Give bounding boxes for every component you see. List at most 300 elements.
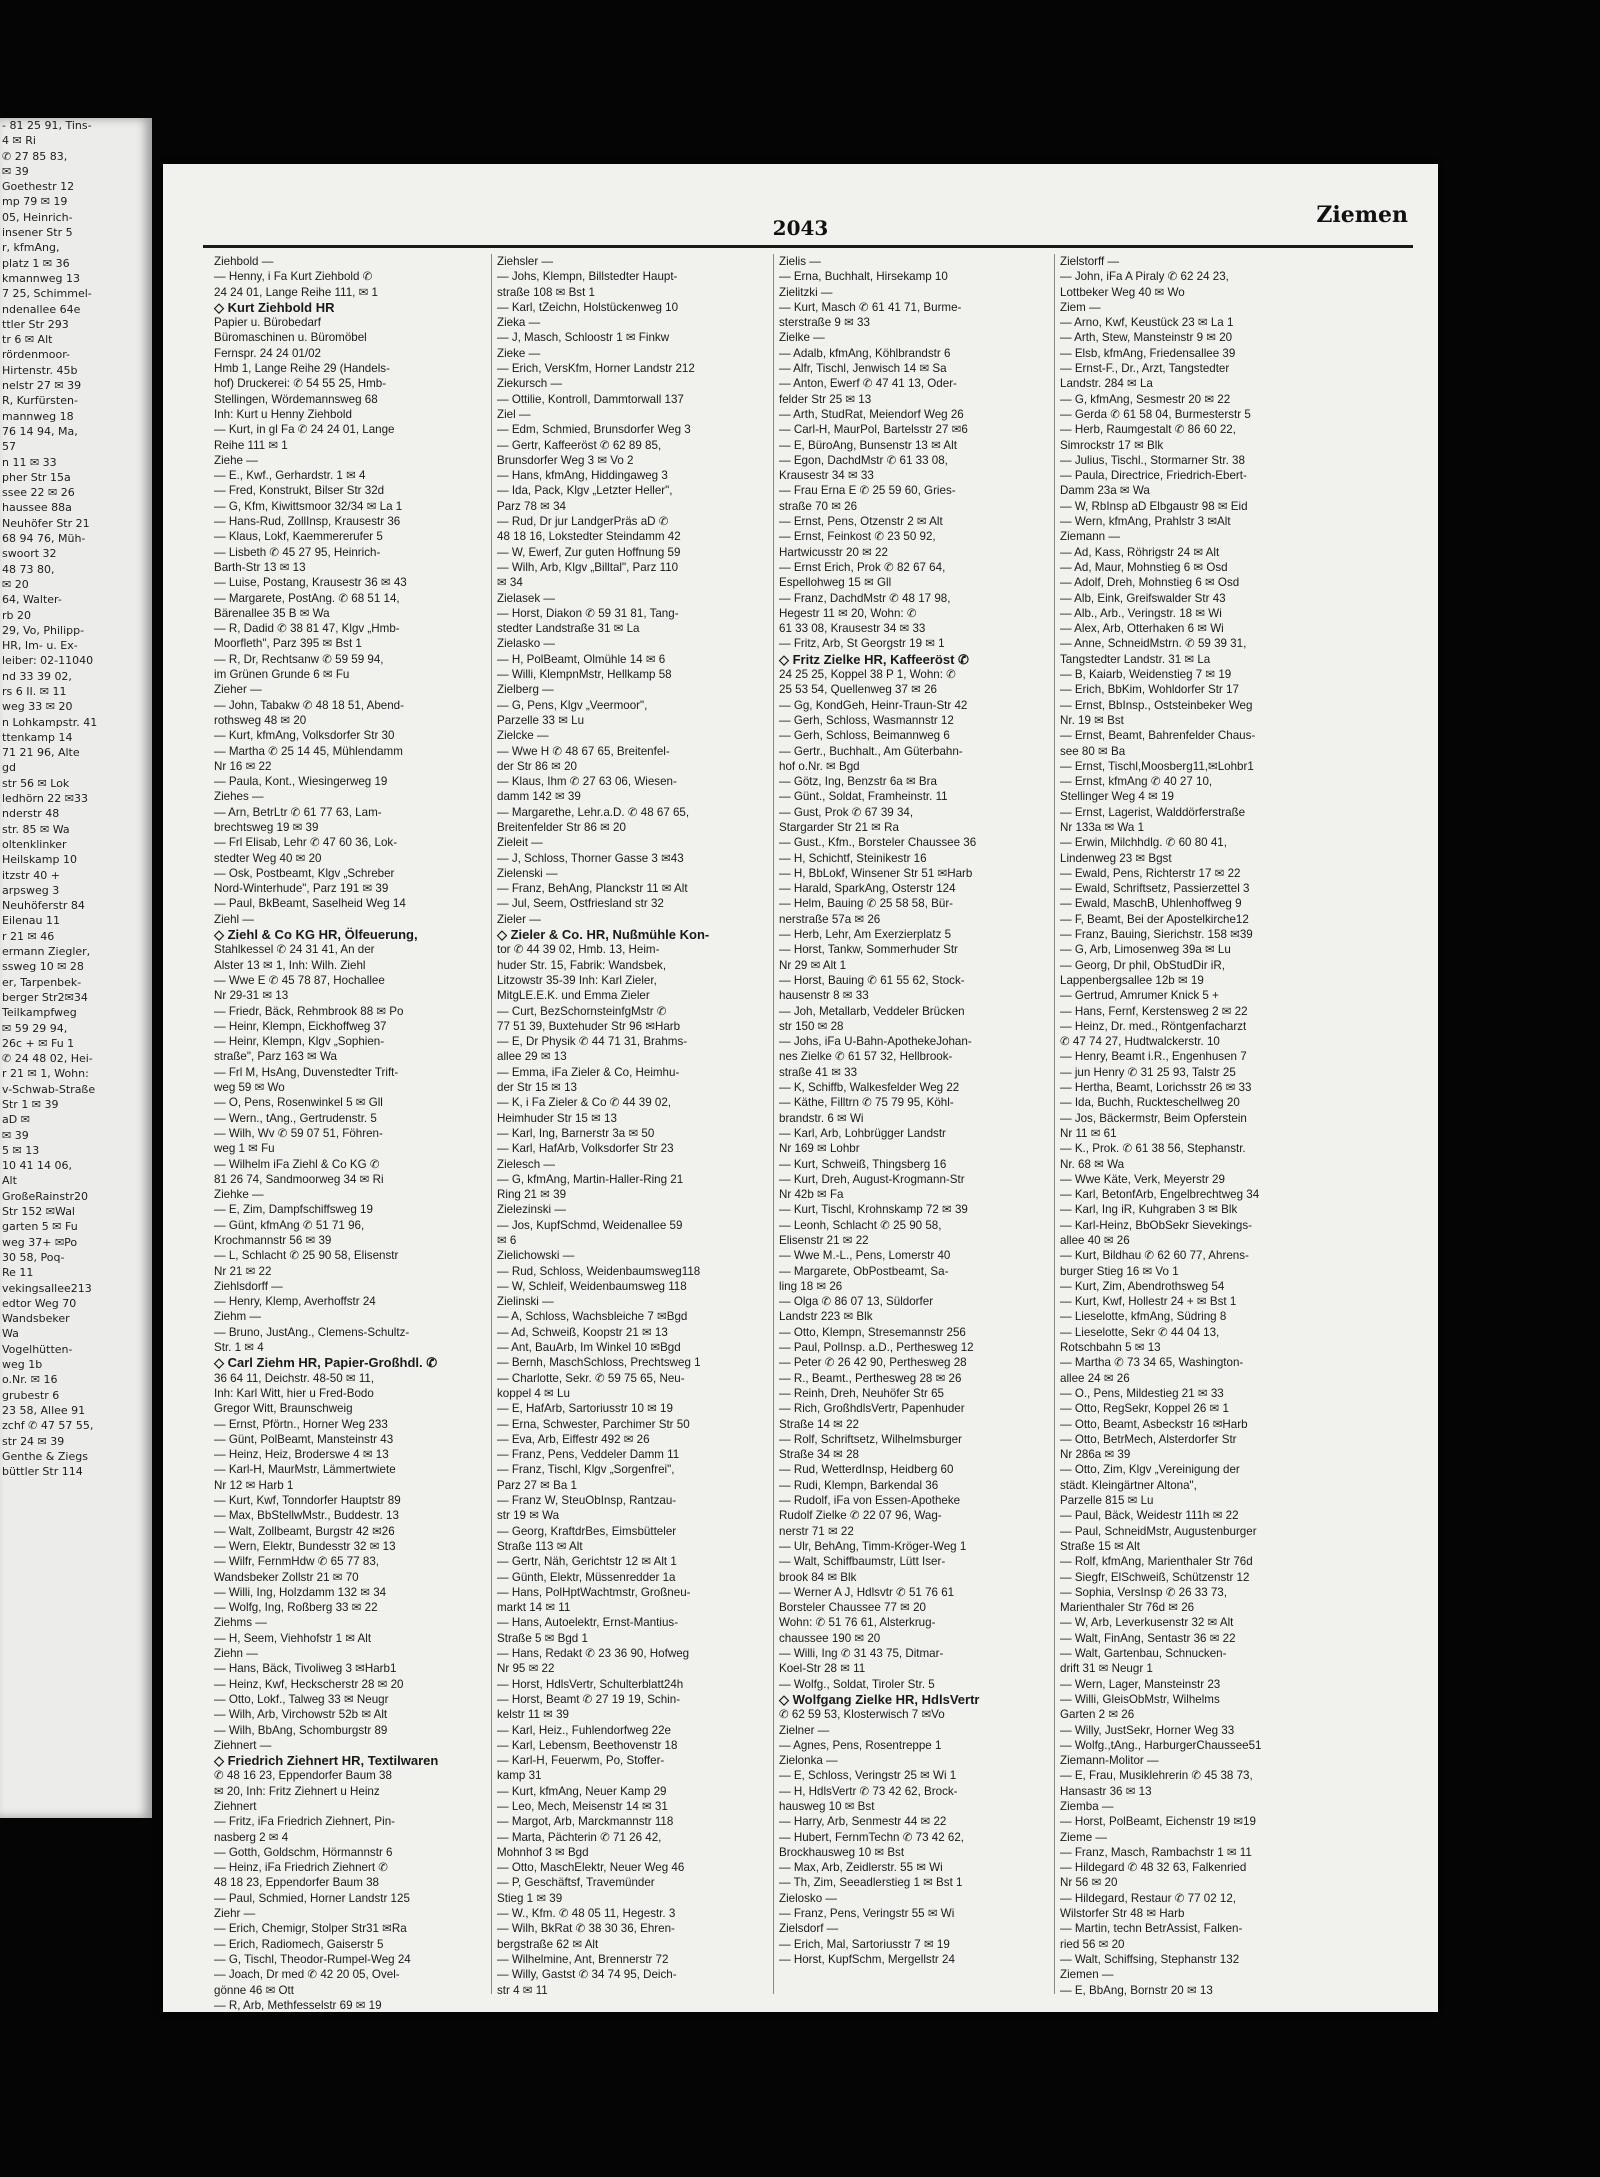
directory-column-3 [773, 254, 1050, 1994]
directory-entry-line: — R, Arb, Methfesselstr 69 ✉ 19 [214, 1998, 382, 2012]
directory-entry-line: 48 18 23, Eppendorfer Baum 38 [214, 1876, 380, 1890]
directory-entry-line: — Ernst, Tischl,Moosberg11,✉Lohbr1 [1060, 759, 1254, 773]
surname-heading: Ziel — [497, 407, 531, 421]
directory-entry-line: — Kurt, in gl Fa ✆ 24 24 01, Lange [214, 423, 395, 437]
surname-heading: Ziehnert — [214, 1738, 272, 1752]
directory-entry-line: — Leonh, Schlacht ✆ 25 90 58, [779, 1218, 942, 1232]
directory-entry-line: — Kurt, Kwf, Tonndorfer Hauptstr 89 [214, 1494, 401, 1508]
left-page-fragment [0, 118, 152, 1818]
directory-entry-line: ◇ Kurt Ziehbold HR [214, 299, 335, 315]
directory-entry-line: — E, BbAng, Bornstr 20 ✉ 13 [1060, 1983, 1213, 1997]
directory-entry-line: — Herb, Lehr, Am Exerzierplatz 5 [779, 928, 952, 942]
directory-entry-line: Wandsbeker Zollstr 21 ✉ 70 [214, 1570, 359, 1584]
left-page-line: edtor Weg 70 [2, 1296, 77, 1310]
directory-entry-line: — Ad, Maur, Mohnstieg 6 ✉ Osd [1060, 560, 1228, 574]
directory-entry-line: Papier u. Bürobedarf [214, 316, 321, 330]
directory-entry-line: — K, Schiffb, Walkesfelder Weg 22 [779, 1081, 960, 1095]
directory-entry-line: Koel-Str 28 ✉ 11 [779, 1662, 866, 1676]
directory-entry-line: Nr. 19 ✉ Bst [1060, 713, 1124, 727]
directory-entry-line: Inh: Karl Witt, hier u Fred-Bodo [214, 1386, 374, 1400]
directory-entry-line: Gregor Witt, Braunschweig [214, 1402, 353, 1416]
left-page-line: n Lohkampstr. 41 [2, 715, 98, 729]
directory-entry-line: hof) Druckerei: ✆ 54 55 25, Hmb- [214, 377, 387, 391]
directory-entry-line: 77 51 39, Buxtehuder Str 96 ✉Harb [497, 1019, 681, 1033]
directory-column-2 [491, 254, 768, 1997]
left-page-line: oltenklinker [2, 837, 67, 851]
directory-entry-line: straße 70 ✉ 26 [779, 499, 858, 513]
directory-entry-line: ◇ Fritz Zielke HR, Kaffeeröst ✆ [779, 651, 969, 667]
directory-entry-line: — Horst, PolBeamt, Eichenstr 19 ✉19 [1060, 1815, 1256, 1829]
directory-entry-line: — G, kfmAng, Martin-Haller-Ring 21 [497, 1172, 684, 1186]
directory-entry-line: — Ernst, Pförtn., Horner Weg 233 [214, 1417, 388, 1431]
directory-entry-line: — A, Schloss, Wachsbleiche 7 ✉Bgd [497, 1310, 688, 1324]
directory-entry-line: brechtsweg 19 ✉ 39 [214, 820, 319, 834]
left-page-line: büttler Str 114 [2, 1465, 83, 1479]
surname-heading: Ziem — [1060, 300, 1101, 314]
left-page-line: insener Str 5 [2, 226, 73, 240]
left-page-line: leiber: 02-11040 [2, 654, 94, 668]
surname-heading: Zielis — [779, 255, 821, 268]
left-page-line: n 11 ✉ 33 [2, 455, 57, 469]
directory-entry-line: drift 31 ✉ Neugr 1 [1060, 1662, 1153, 1676]
directory-entry-line: — Ottilie, Kontroll, Dammtorwall 137 [497, 392, 684, 406]
directory-entry-line: — Ewald, Schriftsetz, Passierzettel 3 [1060, 882, 1250, 896]
directory-entry-line: — W, Arb, Leverkusenstr 32 ✉ Alt [1060, 1616, 1234, 1630]
directory-entry-line: Parzelle 33 ✉ Lu [497, 713, 585, 727]
directory-entry-line: — Kurt, Tischl, Krohnskamp 72 ✉ 39 [779, 1203, 968, 1217]
directory-entry-line: kelstr 11 ✉ 39 [497, 1708, 570, 1722]
directory-entry-line: 25 53 54, Quellenweg 37 ✉ 26 [779, 683, 937, 697]
directory-entry-line: — Willi, Ing, Holzdamm 132 ✉ 34 [214, 1585, 387, 1599]
left-page-line: rs 6 II. ✉ 11 [2, 684, 67, 698]
left-page-line: ermann Ziegler, [2, 945, 91, 959]
directory-entry-line: hausweg 10 ✉ Bst [779, 1799, 875, 1813]
directory-entry-line: Str. 1 ✉ 4 [214, 1341, 264, 1355]
directory-entry-line: — Henry, Beamt i.R., Engenhusen 7 [1060, 1050, 1247, 1064]
left-page-line: Neuhöfer Str 21 [2, 516, 90, 530]
left-page-line: gd [2, 761, 16, 775]
directory-entry-line: — Wwe M.-L., Pens, Lomerstr 40 [779, 1249, 951, 1263]
directory-entry-line: — Herb, Raumgestalt ✆ 86 60 22, [1060, 423, 1236, 437]
surname-heading: Zielasek — [497, 591, 555, 605]
directory-entry-line: Nr 16 ✉ 22 [214, 759, 272, 773]
directory-entry-line: — Arth, Stew, Mansteinstr 9 ✉ 20 [1060, 331, 1233, 345]
directory-entry-line: koppel 4 ✉ Lu [497, 1386, 570, 1400]
directory-entry-line: Elisenstr 21 ✉ 22 [779, 1234, 869, 1247]
directory-entry-line: — Anne, SchneidMstrn. ✆ 59 39 31, [1060, 637, 1247, 651]
directory-entry-line: ◇ Friedrich Ziehnert HR, Textilwaren [214, 1753, 439, 1769]
directory-entry-line: — G, Tischl, Theodor-Rumpel-Weg 24 [214, 1952, 411, 1966]
directory-entry-line: Brunsdorfer Weg 3 ✉ Vo 2 [497, 453, 634, 467]
directory-entry-line: — Peter ✆ 26 42 90, Perthesweg 28 [779, 1356, 967, 1370]
directory-entry-line: — Olga ✆ 86 07 13, Süldorfer [779, 1295, 934, 1309]
directory-entry-line: ✉ 20, Inh: Fritz Ziehnert u Heinz [214, 1784, 380, 1798]
directory-entry-line: — Willi, Ing ✆ 31 43 75, Ditmar- [779, 1647, 944, 1661]
directory-entry-line: — Kurt, Zim, Abendrothsweg 54 [1060, 1279, 1225, 1293]
directory-entry-line: brandstr. 6 ✉ Wi [779, 1111, 864, 1125]
directory-entry-line: — Horst, Beamt ✆ 27 19 19, Schin- [497, 1692, 681, 1706]
directory-entry-line: — Gerda ✆ 61 58 04, Burmesterstr 5 [1060, 407, 1251, 421]
directory-entry-line: — Bruno, JustAng., Clemens-Schultz- [214, 1325, 410, 1339]
directory-entry-line: — Friedr, Bäck, Rehmbrook 88 ✉ Po [214, 1004, 404, 1018]
directory-entry-line: — Martin, techn BetrAssist, Falken- [1060, 1922, 1243, 1936]
left-page-line: rb 20 [2, 608, 31, 622]
directory-entry-line: — Käthe, Filltrn ✆ 75 79 95, Köhl- [779, 1096, 954, 1110]
directory-entry-line: — Paul, PolInsp. a.D., Perthesweg 12 [779, 1341, 974, 1355]
directory-entry-line: Hansastr 36 ✉ 13 [1060, 1784, 1152, 1798]
directory-entry-line: — Alb., Arb., Veringstr. 18 ✉ Wi [1060, 606, 1222, 620]
surname-heading: Ziehke — [214, 1188, 264, 1202]
directory-entry-line: — Heinz, Kwf, Heckscherstr 28 ✉ 20 [214, 1677, 404, 1691]
directory-entry-line: Büromaschinen u. Büromöbel [214, 331, 367, 345]
directory-entry-line: allee 29 ✉ 13 [497, 1050, 567, 1064]
directory-entry-line: Simrockstr 17 ✉ Blk [1060, 438, 1164, 452]
directory-entry-line: — Kurt, Bildhau ✆ 62 60 77, Ahrens- [1060, 1249, 1249, 1263]
directory-entry-line: — Kurt, Schweiß, Thingsberg 16 [779, 1157, 947, 1171]
directory-entry-line: Heimhuder Str 15 ✉ 13 [497, 1111, 617, 1125]
directory-entry-line: — W, Schleif, Weidenbaumsweg 118 [497, 1279, 687, 1293]
directory-entry-line: Nr 169 ✉ Lohbr [779, 1142, 860, 1156]
surname-heading: Ziehes — [214, 790, 264, 804]
directory-entry-line: — Kurt, kfmAng, Volksdorfer Str 30 [214, 729, 395, 743]
directory-entry-line: — Reinh, Dreh, Neuhöfer Str 65 [779, 1386, 944, 1400]
directory-entry-line: ling 18 ✉ 26 [779, 1279, 843, 1293]
directory-entry-line: — Erich, Radiomech, Gaiserstr 5 [214, 1937, 384, 1951]
directory-entry-line: — Ernst Erich, Prok ✆ 82 67 64, [779, 560, 946, 574]
directory-entry-line: — Karl-H, MaurMstr, Lämmertwiete [214, 1463, 396, 1477]
directory-entry-line: — Paula, Directrice, Friedrich-Ebert- [1060, 469, 1247, 483]
directory-entry-line: damm 142 ✉ 39 [497, 790, 581, 804]
directory-entry-line: nes Zielke ✆ 61 57 32, Hellbrook- [779, 1050, 953, 1064]
directory-entry-line: — Henny, i Fa Kurt Ziehbold ✆ [214, 270, 373, 284]
directory-entry-line: — Frl Elisab, Lehr ✆ 47 60 36, Lok- [214, 836, 398, 850]
directory-entry-line: Lindenweg 23 ✉ Bgst [1060, 851, 1172, 865]
left-page-line: Goethestr 12 [2, 180, 75, 194]
left-page-line: Neuhöferstr 84 [2, 899, 85, 913]
directory-entry-line: — Joh, Metallarb, Veddeler Brücken [779, 1004, 965, 1018]
left-page-line: ssweg 10 ✉ 28 [2, 960, 84, 974]
directory-entry-line: — E, Zim, Dampfschiffsweg 19 [214, 1203, 373, 1217]
directory-entry-line: — E, Schloss, Veringstr 25 ✉ Wi 1 [779, 1769, 957, 1783]
surname-heading: Zieke — [497, 346, 541, 360]
surname-heading: Zielstorff — [1060, 255, 1120, 268]
directory-entry-line: — Fred, Konstrukt, Bilser Str 32d [214, 484, 385, 498]
directory-entry-line: — Rud, WetterdInsp, Heidberg 60 [779, 1463, 954, 1477]
directory-entry-line: — Franz, Masch, Rambachstr 1 ✉ 11 [1060, 1845, 1252, 1859]
directory-entry-line: — Horst, Tankw, Sommerhuder Str [779, 943, 958, 957]
directory-entry-line: Lottbeker Weg 40 ✉ Wo [1060, 285, 1185, 299]
directory-entry-line: — E., Kwf., Gerhardstr. 1 ✉ 4 [214, 469, 366, 483]
directory-entry-line: — Walt, Schiffsing, Stephanstr 132 [1060, 1952, 1240, 1966]
directory-entry-line: Litzowstr 35-39 Inh: Karl Zieler, [497, 973, 657, 987]
left-page-line: Alt [2, 1174, 17, 1188]
directory-entry-line: — Lieselotte, kfmAng, Südring 8 [1060, 1310, 1227, 1324]
surname-heading: Zielke — [779, 331, 825, 345]
directory-entry-line: Fernspr. 24 24 01/02 [214, 346, 321, 360]
surname-heading: Zielner — [779, 1723, 830, 1737]
directory-entry-line: — Johs, Klempn, Billstedter Haupt- [497, 270, 678, 284]
surname-heading: Zielesch — [497, 1157, 555, 1171]
directory-entry-line: huder Str. 15, Fabrik: Wandsbek, [497, 958, 667, 972]
directory-entry-line: nerstraße 57a ✉ 26 [779, 912, 881, 926]
left-page-line: arpsweg 3 [2, 883, 60, 897]
directory-entry-line: — Wilh, BbAng, Schomburgstr 89 [214, 1723, 388, 1737]
directory-entry-line: Nord-Winterhude", Parz 191 ✉ 39 [214, 882, 389, 896]
directory-entry-line: ✆ 47 74 27, Hudtwalckerstr. 10 [1060, 1035, 1220, 1049]
directory-entry-line: rothsweg 48 ✉ 20 [214, 713, 307, 727]
directory-entry-line: — Wilfr, FernmHdw ✆ 65 77 83, [214, 1555, 379, 1569]
left-page-line: nderstr 48 [2, 807, 60, 821]
directory-entry-line: — Jul, Seem, Ostfriesland str 32 [497, 897, 664, 911]
left-page-line: garten 5 ✉ Fu [2, 1220, 78, 1234]
directory-entry-line: im Grünen Grunde 6 ✉ Fu [214, 668, 350, 682]
directory-entry-line: — Margarete, ObPostbeamt, Sa- [779, 1264, 949, 1278]
directory-entry-line: — H, Schichtf, Steinikestr 16 [779, 851, 927, 865]
directory-entry-line: Krausestr 34 ✉ 33 [779, 469, 874, 483]
directory-entry-line: Hmb 1, Lange Reihe 29 (Handels- [214, 362, 390, 376]
directory-entry-line: — Wern, kfmAng, Prahlstr 3 ✉Alt [1060, 515, 1231, 529]
directory-entry-line: — Fritz, Arb, St Georgstr 19 ✉ 1 [779, 637, 945, 651]
directory-entry-line: — Henry, Klemp, Averhoffstr 24 [214, 1295, 376, 1309]
directory-entry-line: stedter Weg 40 ✉ 20 [214, 851, 322, 865]
directory-entry-line: markt 14 ✉ 11 [497, 1601, 571, 1615]
directory-entry-line: — Bernh, MaschSchloss, Prechtsweg 1 [497, 1356, 701, 1370]
directory-entry-line: — Otto, BetrMech, Alsterdorfer Str [1060, 1432, 1237, 1446]
left-page-line: weg 1b [2, 1358, 43, 1372]
left-page-line: Str 152 ✉Wal [2, 1205, 75, 1219]
left-page-line: itzstr 40 + [2, 868, 60, 882]
directory-entry-line: — Eva, Arb, Eiffestr 492 ✉ 26 [497, 1432, 650, 1446]
directory-entry-line: — Karl, Ing, Barnerstr 3a ✉ 50 [497, 1126, 655, 1140]
directory-entry-line: — Ulr, BehAng, Timm-Kröger-Weg 1 [779, 1539, 967, 1553]
directory-entry-line: Damm 23a ✉ Wa [1060, 484, 1150, 498]
directory-entry-line: — Paul, BkBeamt, Saselheid Weg 14 [214, 897, 406, 911]
directory-entry-line: — Ad, Kass, Röhrigstr 24 ✉ Alt [1060, 545, 1220, 559]
directory-entry-line: — Günt, kfmAng ✆ 51 71 96, [214, 1218, 365, 1232]
directory-entry-line: — Agnes, Pens, Rosentreppe 1 [779, 1738, 942, 1752]
directory-entry-line: — Erna, Schwester, Parchimer Str 50 [497, 1417, 690, 1431]
directory-entry-line: MitgLE.E.K. und Emma Zieler [497, 989, 650, 1003]
directory-entry-line: — Adalb, kfmAng, Köhlbrandstr 6 [779, 346, 951, 360]
directory-entry-line: — Günt, PolBeamt, Mansteinstr 43 [214, 1432, 394, 1446]
directory-entry-line: Moorfleth", Parz 395 ✉ Bst 1 [214, 637, 362, 651]
left-page-line: 7 25, Schimmel- [2, 287, 92, 301]
surname-heading: Zieme — [1060, 1830, 1108, 1844]
directory-entry-line: — Karl, tZeichn, Holstückenweg 10 [497, 300, 679, 314]
directory-entry-line: — Elsb, kfmAng, Friedensallee 39 [1060, 346, 1236, 360]
directory-entry-line: — Kurt, Kwf, Hollestr 24 + ✉ Bst 1 [1060, 1295, 1237, 1309]
directory-entry-line: — Julius, Tischl., Stormarner Str. 38 [1060, 453, 1245, 467]
surname-heading: Ziemen — [1060, 1968, 1114, 1982]
directory-entry-line: — F, Beamt, Bei der Apostelkirche12 [1060, 912, 1249, 926]
directory-entry-line: — Marta, Pächterin ✆ 71 26 42, [497, 1830, 662, 1844]
directory-entry-line: — Horst, KupfSchm, Mergellstr 24 [779, 1952, 955, 1966]
directory-entry-line: — Gerh, Schloss, Wasmannstr 12 [779, 713, 954, 727]
directory-entry-line: str 19 ✉ Wa [497, 1509, 560, 1523]
directory-entry-line: Straße 15 ✉ Alt [1060, 1539, 1140, 1553]
directory-entry-line: — Paul, Bäck, Weidestr 111h ✉ 22 [1060, 1509, 1239, 1523]
directory-entry-line: — Johs, iFa U-Bahn-ApothekeJohan- [779, 1035, 972, 1049]
directory-entry-line: — Max, BbStellwMstr., Buddestr. 13 [214, 1509, 399, 1523]
left-page-line: pher Str 15a [2, 470, 71, 484]
directory-entry-line: — Curt, BezSchornsteinfgMstr ✆ [497, 1004, 667, 1018]
directory-entry-line: — Franz, Tischl, Klgv „Sorgenfrei", [497, 1463, 675, 1477]
directory-entry-line: — Lisbeth ✆ 45 27 95, Heinrich- [214, 545, 381, 559]
directory-entry-line: bergstraße 62 ✉ Alt [497, 1937, 599, 1951]
surname-heading: Zieleit — [497, 836, 543, 850]
directory-entry-line: — J, Schloss, Thorner Gasse 3 ✉43 [497, 851, 684, 865]
directory-entry-line: — Wwe H ✆ 48 67 65, Breitenfel- [497, 744, 670, 758]
left-page-line: vekingsallee213 [2, 1281, 92, 1295]
directory-entry-line: — W, RbInsp aD Elbgaustr 98 ✉ Eid [1060, 499, 1248, 513]
left-page-line: Eilenau 11 [2, 914, 61, 928]
left-page-line: weg 33 ✉ 20 [2, 700, 73, 714]
directory-entry-line: — jun Henry ✆ 31 25 93, Talstr 25 [1060, 1065, 1236, 1079]
directory-entry-line: Stahlkessel ✆ 24 31 41, An der [214, 943, 375, 957]
directory-entry-line: — Hildegard, Restaur ✆ 77 02 12, [1060, 1891, 1236, 1905]
directory-entry-line: sterstraße 9 ✉ 33 [779, 316, 870, 330]
directory-entry-line: — R., Beamt., Perthesweg 28 ✉ 26 [779, 1371, 962, 1385]
directory-entry-line: — Edm, Schmied, Brunsdorfer Weg 3 [497, 423, 691, 437]
left-page-line: ssee 22 ✉ 26 [2, 486, 75, 500]
directory-entry-line: — E, HafArb, Sartoriusstr 10 ✉ 19 [497, 1402, 673, 1416]
directory-entry-line: — Erwin, Milchhdlg. ✆ 60 80 41, [1060, 836, 1227, 850]
directory-entry-line: — Gg, KondGeh, Heinr-Traun-Str 42 [779, 698, 968, 712]
surname-heading: Ziehbold — [214, 255, 274, 268]
directory-page [163, 164, 1438, 2012]
left-page-line: - 81 25 91, Tins- [2, 119, 92, 132]
left-page-line: Re 11 [2, 1266, 34, 1280]
directory-entry-line: — Margarete, PostAng. ✆ 68 51 14, [214, 591, 400, 605]
directory-entry-line: allee 40 ✉ 26 [1060, 1234, 1130, 1247]
directory-entry-line: — Th, Zim, Seeadlerstieg 1 ✉ Bst 1 [779, 1876, 963, 1890]
directory-entry-line: brook 84 ✉ Blk [779, 1570, 857, 1584]
directory-entry-line: — H, Seem, Viehhofstr 1 ✉ Alt [214, 1631, 372, 1645]
directory-entry-line: — H, HdlsVertr ✆ 73 42 62, Brock- [779, 1784, 958, 1798]
surname-heading: Ziehms — [214, 1616, 267, 1630]
directory-entry-line: — G, Pens, Klgv „Veermoor", [497, 698, 648, 712]
left-page-line: berger Str2✉34 [2, 990, 88, 1004]
directory-entry-line: — Ernst, Beamt, Bahrenfelder Chaus- [1060, 729, 1256, 743]
directory-entry-line: — Margarethe, Lehr.a.D. ✆ 48 67 65, [497, 805, 690, 819]
directory-entry-line: — Ernst-F., Dr., Arzt, Tangstedter [1060, 362, 1230, 376]
directory-entry-line: — Horst, HdlsVertr, Schulterblatt24h [497, 1677, 684, 1691]
directory-entry-line: — Wolfg, Ing, Roßberg 33 ✉ 22 [214, 1601, 378, 1615]
left-page-line: swoort 32 [2, 547, 57, 561]
directory-entry-line: Krochmannstr 56 ✉ 39 [214, 1234, 332, 1247]
directory-entry-line: — Hans, PolHptWachtmstr, Großneu- [497, 1585, 691, 1599]
directory-entry-line: — Harry, Arb, Senmestr 44 ✉ 22 [779, 1815, 947, 1829]
directory-entry-line: — Anton, Ewerf ✆ 47 41 13, Oder- [779, 377, 957, 391]
directory-entry-line: — Hildegard ✆ 48 32 63, Falkenried [1060, 1861, 1247, 1875]
left-page-line: 71 21 96, Alte [2, 746, 80, 760]
directory-entry-line: Barth-Str 13 ✉ 13 [214, 560, 306, 574]
directory-entry-line: — E, Frau, Musiklehrerin ✆ 45 38 73, [1060, 1769, 1253, 1783]
left-page-line: ✆ 27 85 83, [2, 149, 68, 163]
left-page-line: Genthe & Ziegs [2, 1449, 88, 1463]
directory-entry-line: Parz 27 ✉ Ba 1 [497, 1478, 577, 1492]
directory-entry-line: Reihe 111 ✉ 1 [214, 438, 288, 452]
directory-entry-line: — O, Pens, Rosenwinkel 5 ✉ Gll [214, 1096, 383, 1110]
directory-entry-line: Ziehnert [214, 1799, 257, 1813]
directory-entry-line: — Wern, Elektr, Bundesstr 32 ✉ 13 [214, 1539, 396, 1553]
directory-entry-line: Borsteler Chaussee 77 ✉ 20 [779, 1601, 926, 1615]
directory-entry-line: — Ernst, Lagerist, Walddörferstraße [1060, 805, 1246, 819]
directory-entry-line: — Ida, Pack, Klgv „Letzter Heller", [497, 484, 673, 498]
directory-entry-line: allee 24 ✉ 26 [1060, 1371, 1130, 1385]
surname-heading: Zielitzki — [779, 285, 833, 299]
directory-entry-line: — Martha ✆ 25 14 45, Mühlendamm [214, 744, 403, 758]
directory-entry-line: — K., Prok. ✆ 61 38 56, Stephanstr. [1060, 1142, 1246, 1156]
left-page-line: 29, Vo, Philipp- [2, 623, 85, 637]
directory-entry-line: — Siegfr, ElSchweiß, Schützenstr 12 [1060, 1570, 1250, 1584]
directory-entry-line: — Walt, Gartenbau, Schnucken- [1060, 1647, 1227, 1661]
surname-heading: Zielonka — [779, 1754, 838, 1768]
directory-entry-line: Straße 113 ✉ Alt [497, 1539, 583, 1553]
directory-entry-line: straße", Parz 163 ✉ Wa [214, 1050, 337, 1064]
directory-entry-line: — Alb, Eink, Greifswalder Str 43 [1060, 591, 1226, 605]
directory-entry-line: — Ewald, Pens, Richterstr 17 ✉ 22 [1060, 866, 1241, 880]
left-page-line: Wa [2, 1327, 19, 1341]
directory-entry-line: — Franz W, SteuObInsp, Rantzau- [497, 1494, 677, 1508]
directory-entry-line: — Hans, Autoelektr, Ernst-Mantius- [497, 1616, 679, 1630]
directory-entry-line: kamp 31 [497, 1769, 542, 1783]
directory-entry-line: — Osk, Postbeamt, Klgv „Schreber [214, 866, 395, 880]
surname-heading: Zieher — [214, 683, 262, 697]
directory-entry-line: — Karl, Arb, Lohbrügger Landstr [779, 1126, 946, 1140]
directory-entry-line: Nr 21 ✉ 22 [214, 1264, 272, 1278]
left-page-line: v-Schwab-Straße [2, 1082, 96, 1096]
surname-heading: Zielsdorf — [779, 1922, 839, 1936]
directory-entry-line: — Wolfg.,tAng., HarburgerChaussee51 [1060, 1738, 1262, 1752]
directory-entry-line: Nr 286a ✉ 39 [1060, 1448, 1131, 1462]
directory-entry-line: — Karl, HafArb, Volksdorfer Str 23 [497, 1142, 674, 1156]
directory-entry-line: — Günt., Soldat, Framheinstr. 11 [779, 790, 948, 804]
directory-entry-line: — Emma, iFa Zieler & Co, Heimhu- [497, 1065, 680, 1079]
directory-entry-line: — E, Dr Physik ✆ 44 71 31, Brahms- [497, 1035, 688, 1049]
directory-entry-line: — Erich, VersKfm, Horner Landstr 212 [497, 362, 695, 376]
directory-entry-line: der Str 86 ✉ 20 [497, 759, 577, 773]
directory-entry-line: — Willy, Gastst ✆ 34 74 95, Deich- [497, 1968, 677, 1982]
directory-entry-line: Landstr. 284 ✉ La [1060, 377, 1153, 391]
directory-entry-line: Nr 56 ✉ 20 [1060, 1876, 1118, 1890]
directory-entry-line: — Otto, Beamt, Asbeckstr 16 ✉Harb [1060, 1417, 1248, 1431]
directory-entry-line: — Gertrud, Amrumer Knick 5 + [1060, 989, 1219, 1003]
directory-entry-line: stedter Landstraße 31 ✉ La [497, 622, 640, 636]
directory-entry-line: — Rud, Schloss, Weidenbaumsweg118 [497, 1264, 701, 1278]
directory-entry-line: — Karl, Lebensm, Beethovenstr 18 [497, 1738, 678, 1752]
directory-entry-line: — Franz, BehAng, Planckstr 11 ✉ Alt [497, 882, 688, 896]
directory-entry-line: — Georg, Dr phil, ObStudDir iR, [1060, 958, 1225, 972]
directory-entry-line: Alster 13 ✉ 1, Inh: Wilh. Ziehl [214, 958, 366, 972]
directory-entry-line: — Otto, RegSekr, Koppel 26 ✉ 1 [1060, 1402, 1229, 1416]
directory-entry-line: Nr 42b ✉ Fa [779, 1188, 844, 1202]
left-page-line: ledhörn 22 ✉33 [2, 792, 89, 806]
directory-entry-line: — Kurt, Masch ✆ 61 41 71, Burme- [779, 300, 962, 314]
directory-entry-line: — Karl, Ing iR, Kuhgraben 3 ✉ Blk [1060, 1203, 1238, 1217]
left-page-line: mp 79 ✉ 19 [2, 195, 68, 209]
directory-entry-line: ◇ Ziehl & Co KG HR, Ölfeuerung, [214, 927, 418, 943]
left-page-line: platz 1 ✉ 36 [2, 256, 70, 270]
left-page-line: rördenmoor- [2, 348, 71, 362]
directory-entry-line: ried 56 ✉ 20 [1060, 1937, 1125, 1951]
directory-entry-line: — Hubert, FernmTechn ✆ 73 42 62, [779, 1830, 964, 1844]
surname-heading: Zielasko — [497, 637, 555, 651]
directory-entry-line: — Willi, KlempnMstr, Hellkamp 58 [497, 668, 672, 682]
directory-entry-line: — Sophia, VersInsp ✆ 26 33 73, [1060, 1585, 1227, 1599]
directory-entry-line: — Franz, Bauing, Sierichstr. 158 ✉39 [1060, 928, 1253, 942]
directory-entry-line: — Wilh, Arb, Klgv „Billtal", Parz 110 [497, 560, 679, 574]
